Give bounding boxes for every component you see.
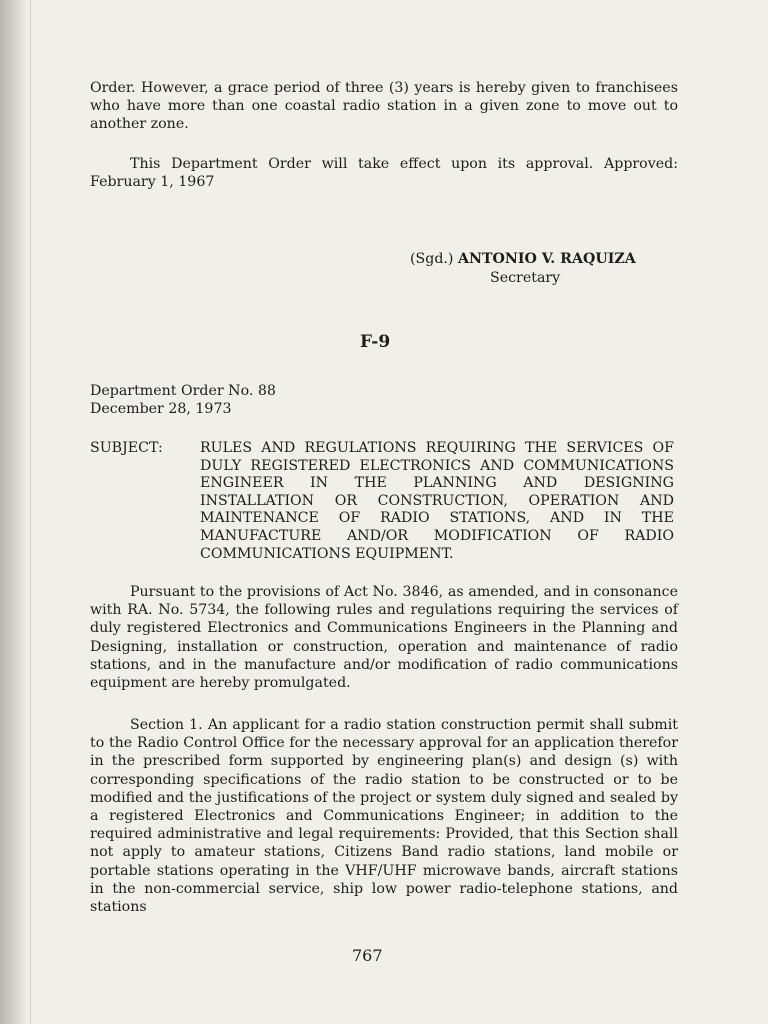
subject-text: RULES AND REGULATIONS REQUIRING THE SERVICES OF DULY REGISTERED ELECTRONICS AND COMMUNICATIONS ENGINEER IN THE PLANNING AND DESIGNING INSTALLATION OR CONSTRUCTION, OPERATION AND MAINTENANCE OF RADIO STATIONS, AND IN THE MANUFACTURE AND/OR MODIFICATION OF RADIO COMMUNICATIONS EQUIPMENT. xyxy=(200,440,674,562)
section-1-paragraph: Section 1. An applicant for a radio station construction permit shall submit to the Radio Control Office for the necessary approval for an application therefor in the prescribed form supported by engineering plan(s) and design (s) with corresponding specifications of the radio station to be constructed or to be modified and the justifications of the project or system duly signed and sealed by a registered Electronics and Communications Engineer; in addition to the required administrative and legal requirements: Provided, that this Section shall not apply to amateur stations, Citizens Band radio stations, land mobile or portable stations operating in the VHF/UHF microwave bands, aircraft stations in the non-commercial service, ship low power radio-telephone stations, and stations xyxy=(90,717,678,916)
annex-heading: F-9 xyxy=(360,332,391,352)
document-page xyxy=(32,0,768,1024)
order-info xyxy=(90,383,276,418)
signature-line xyxy=(410,249,636,269)
page-edge xyxy=(30,0,31,1024)
subject-label: SUBJECT: xyxy=(90,440,163,456)
book-binding-shadow xyxy=(0,0,26,1024)
pursuant-paragraph: Pursuant to the provisions of Act No. 3846, as amended, and in consonance with RA. No. 5734, the following rules and regulations requiring the services of duly registered Electronics and Communications Engineers in the Planning and Designing, installation or construction, operation and maintenance of radio stations, and in the manufacture and/or modification of radio communications equipment are hereby promulgated. xyxy=(90,584,678,692)
order-number: Department Order No. 88 xyxy=(90,383,276,399)
signature-prefix: (Sgd.) xyxy=(410,251,454,267)
effectivity-paragraph: This Department Order will take effect upon its approval. Approved: February 1, 1967 xyxy=(90,156,678,191)
signatory-title: Secretary xyxy=(490,270,561,286)
signatory-name: ANTONIO V. RAQUIZA xyxy=(457,251,636,267)
page-number: 767 xyxy=(352,946,383,965)
grace-period-paragraph: Order. However, a grace period of three (3) years is hereby given to franchisees who have more than one coastal radio station in a given zone to move out to another zone. xyxy=(90,80,678,133)
order-date: December 28, 1973 xyxy=(90,400,232,417)
